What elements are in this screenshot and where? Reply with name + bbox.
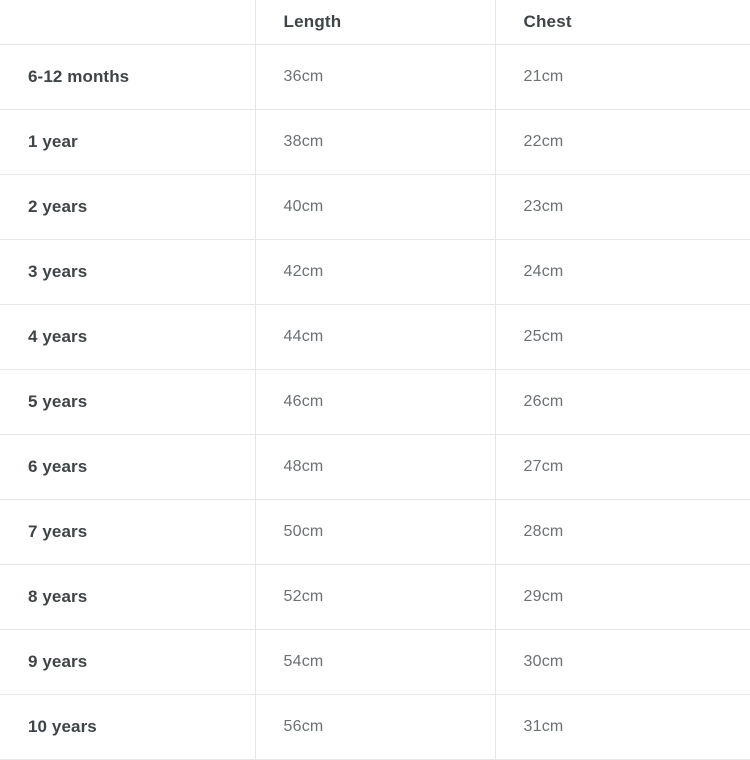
row-label: 4 years <box>0 304 255 369</box>
cell-chest: 24cm <box>495 239 750 304</box>
table-row <box>0 369 750 434</box>
cell-chest: 23cm <box>495 174 750 239</box>
row-label: 3 years <box>0 239 255 304</box>
cell-length: 56cm <box>255 694 495 759</box>
cell-chest: 30cm <box>495 629 750 694</box>
table-row <box>0 434 750 499</box>
cell-length: 46cm <box>255 369 495 434</box>
cell-length: 42cm <box>255 239 495 304</box>
table-row <box>0 44 750 109</box>
table-row <box>0 109 750 174</box>
table-row <box>0 304 750 369</box>
cell-length: 54cm <box>255 629 495 694</box>
cell-chest: 26cm <box>495 369 750 434</box>
cell-chest: 21cm <box>495 44 750 109</box>
row-label: 5 years <box>0 369 255 434</box>
cell-chest: 28cm <box>495 499 750 564</box>
cell-length: 52cm <box>255 564 495 629</box>
table-body <box>0 44 750 759</box>
cell-chest: 27cm <box>495 434 750 499</box>
row-label: 9 years <box>0 629 255 694</box>
row-label: 10 years <box>0 694 255 759</box>
row-label: 6-12 months <box>0 44 255 109</box>
table-row <box>0 174 750 239</box>
column-header-chest: Chest <box>495 0 750 44</box>
row-label: 6 years <box>0 434 255 499</box>
row-label: 8 years <box>0 564 255 629</box>
table-row <box>0 629 750 694</box>
cell-length: 40cm <box>255 174 495 239</box>
table-row <box>0 239 750 304</box>
cell-length: 36cm <box>255 44 495 109</box>
table-header <box>0 0 750 44</box>
cell-length: 44cm <box>255 304 495 369</box>
cell-chest: 25cm <box>495 304 750 369</box>
row-label: 1 year <box>0 109 255 174</box>
table-row <box>0 564 750 629</box>
cell-chest: 31cm <box>495 694 750 759</box>
cell-chest: 29cm <box>495 564 750 629</box>
table-header-row <box>0 0 750 44</box>
row-label: 2 years <box>0 174 255 239</box>
column-header-length: Length <box>255 0 495 44</box>
column-header-size <box>0 0 255 44</box>
cell-length: 38cm <box>255 109 495 174</box>
cell-chest: 22cm <box>495 109 750 174</box>
row-label: 7 years <box>0 499 255 564</box>
table-row <box>0 694 750 759</box>
table-row <box>0 499 750 564</box>
cell-length: 50cm <box>255 499 495 564</box>
cell-length: 48cm <box>255 434 495 499</box>
